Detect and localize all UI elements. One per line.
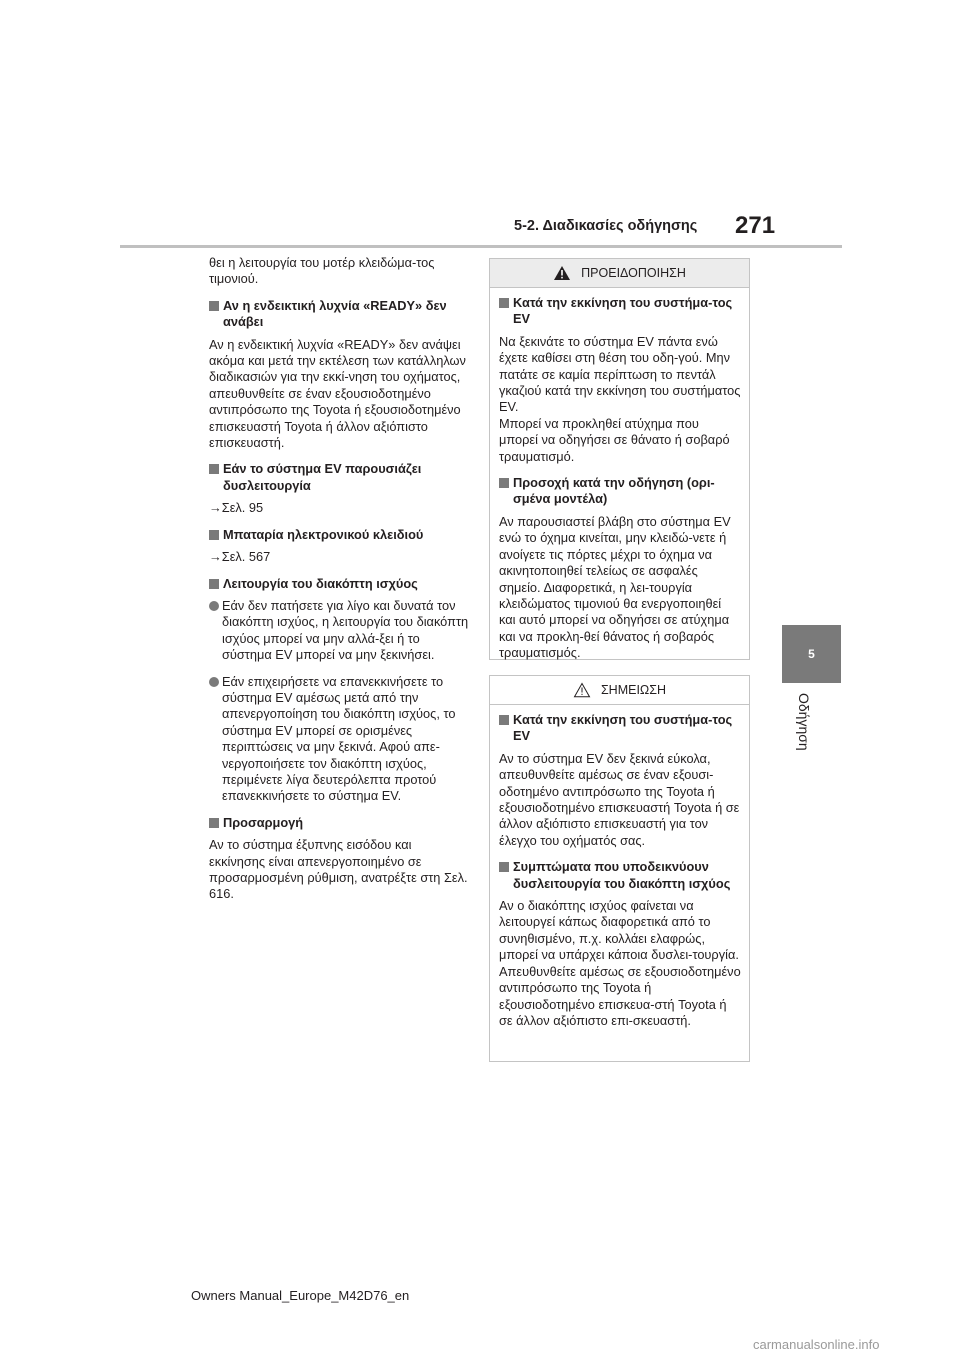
square-bullet-icon bbox=[209, 301, 219, 311]
warning-title: ΠΡΟΕΙΔΟΠΟΙΗΣΗ bbox=[581, 265, 686, 280]
round-bullet-icon bbox=[209, 677, 219, 687]
warning-heading: Προσοχή κατά την οδήγηση (ορι-σμένα μοντέλα) bbox=[499, 475, 741, 508]
square-bullet-icon bbox=[499, 478, 509, 488]
page-number: 271 bbox=[735, 212, 776, 239]
warning-box bbox=[489, 258, 750, 660]
section-heading: Αν η ενδεικτική λυχνία «READY» δεν ανάβει bbox=[209, 298, 471, 331]
square-bullet-icon bbox=[499, 298, 509, 308]
section-heading: Εάν το σύστημα EV παρουσιάζει δυσλειτουργία bbox=[209, 461, 471, 494]
note-box bbox=[489, 675, 750, 1062]
note-text: Αν το σύστημα EV δεν ξεκινά εύκολα, απευθυνθείτε αμέσως σε έναν εξουσι-οδοτημένο αντιπρόσωπο της Toyota ή εξουσιοδοτημένο επισκευαστή Toyota ή σε άλλον αξιόπιστο επισκευαστή για τον έλεγχο του οχήματός σας. bbox=[499, 750, 740, 848]
left-column bbox=[209, 255, 471, 913]
intro-text: θει η λειτουργία του μοτέρ κλειδώμα-τος τιμονιού. bbox=[209, 255, 435, 287]
square-bullet-icon bbox=[209, 579, 219, 589]
section-title: 5-2. Διαδικασίες οδήγησης bbox=[514, 218, 698, 234]
header-divider bbox=[120, 245, 842, 248]
square-bullet-icon bbox=[499, 715, 509, 725]
warning-text: Να ξεκινάτε το σύστημα EV πάντα ενώ έχετε καθίσει στη θέση του οδη-γού. Μην πατάτε σε καμία περίπτωση το πεντάλ γκαζιού κατά την εκκίνηση του συστήματος EV. Μπορεί να προκληθεί ατύχημα που μπορεί να οδηγήσει σε θάνατο ή σοβαρό τραυματισμό. bbox=[499, 333, 741, 464]
chapter-tab: 5 bbox=[782, 625, 841, 683]
note-title: ΣΗΜΕΙΩΣΗ bbox=[600, 682, 667, 697]
note-header bbox=[490, 676, 749, 705]
square-bullet-icon bbox=[209, 464, 219, 474]
section-heading: Προσαρμογή bbox=[209, 815, 471, 831]
section-text: Αν το σύστημα έξυπνης εισόδου και εκκίνησης είναι απενεργοποιημένο σε προσαρμοσμένη ρύθμιση, ανατρέξτε στη Σελ. 616. bbox=[209, 837, 468, 902]
footer-text: Owners Manual_Europe_M42D76_en bbox=[191, 1288, 410, 1303]
list-item: Εάν δεν πατήσετε για λίγο και δυνατά τον διακόπτη ισχύος, η λειτουργία του διακόπτη ισχύος μπορεί να μην αλλά-ξει ή το σύστημα EV μπορεί να μην ξεκινήσει. bbox=[209, 598, 471, 664]
square-bullet-icon bbox=[209, 530, 219, 540]
caution-icon bbox=[573, 682, 591, 698]
list-item: Εάν επιχειρήσετε να επανεκκινήσετε το σύστημα EV αμέσως μετά από την απενεργοποίηση του διακόπτη ισχύος, το σύστημα EV μπορεί σε ορισμένες περιπτώσεις να μην ξεκινά. Αφού απε-νεργοποιήσετε τον διακόπτη ισχύος, περιμένετε λίγα δευτερόλεπτα προτού επανεκκινήσετε το σύστημα EV. bbox=[209, 674, 471, 805]
page-reference: →Σελ. 95 bbox=[209, 500, 264, 516]
page-reference: →Σελ. 567 bbox=[209, 549, 271, 565]
section-heading: Λειτουργία του διακόπτη ισχύος bbox=[209, 576, 471, 592]
warning-icon bbox=[553, 265, 571, 281]
square-bullet-icon bbox=[209, 818, 219, 828]
square-bullet-icon bbox=[499, 862, 509, 872]
round-bullet-icon bbox=[209, 601, 219, 611]
note-heading: Συμπτώματα που υποδεικνύουν δυσλειτουργία του διακόπτη ισχύος bbox=[499, 859, 741, 892]
section-text: Αν η ενδεικτική λυχνία «READY» δεν ανάψει ακόμα και μετά την εκτέλεση των κατάλληλων διαδικασιών για την εκκί-νηση του οχήματος, απευθυνθείτε σε έναν εξουσιοδοτημένο αντιπρόσωπο της Toyota ή εξουσιοδοτημένο επισκευαστή Toyota ή άλλον αξιόπιστο επισκευαστή. bbox=[209, 336, 466, 451]
note-text: Αν ο διακόπτης ισχύος φαίνεται να λειτουργεί κάπως διαφορετικά από το συνηθισμένο, π.χ. κολλάει ελαφρώς, μπορεί να υπάρχει κάποια δυσλει-τουργία. Απευθυνθείτε αμέσως σε εξουσιοδοτημένο αντιπρόσωπο της Toyota ή εξουσιοδοτημένο επισκευα-στή Toyota ή σε άλλον αξιόπιστο επι-σκευαστή. bbox=[499, 898, 741, 1028]
warning-text: Αν παρουσιαστεί βλάβη στο σύστημα EV ενώ το όχημα κινείται, μην κλειδώ-νετε ή ανοίγετε τις πόρτες μέχρι το όχημα να ακινητοποιηθεί τελείως σε ασφαλές σημείο. Διαφορετικά, η λει-τουργία κλειδώματος τιμονιού θα ενεργοποιηθεί και αυτό μπορεί να οδηγήσει σε ατύχημα και να προκλη-θεί θάνατος ή σοβαρός τραυματισμός. bbox=[499, 513, 731, 661]
warning-header bbox=[490, 259, 749, 288]
watermark-text: carmanualsonline.info bbox=[753, 1337, 880, 1352]
section-heading: Μπαταρία ηλεκτρονικού κλειδιού bbox=[209, 527, 471, 543]
warning-heading: Κατά την εκκίνηση του συστήμα-τος EV bbox=[499, 295, 741, 328]
note-heading: Κατά την εκκίνηση του συστήμα-τος EV bbox=[499, 712, 741, 745]
chapter-label: Οδήγηση bbox=[796, 693, 812, 751]
